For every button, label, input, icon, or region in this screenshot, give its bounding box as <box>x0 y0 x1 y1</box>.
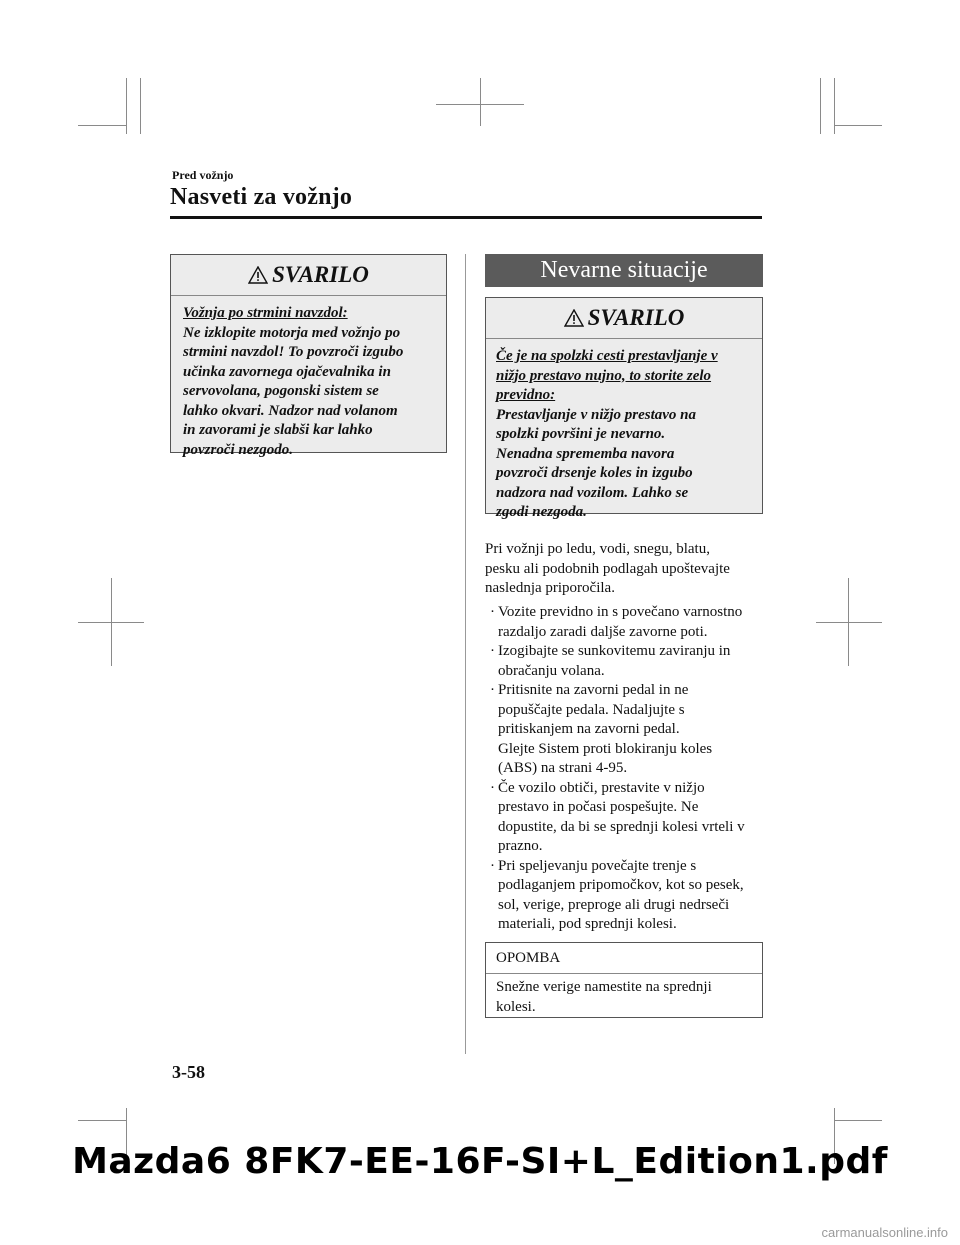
bullet-icon: · <box>490 857 495 874</box>
crop-mark <box>78 1120 126 1121</box>
list-item <box>488 779 768 857</box>
list-line: obračanju volana. <box>498 662 605 679</box>
warning-heading: Če je na spolzki cesti prestavljanje v <box>496 348 718 364</box>
warning-header <box>171 255 446 296</box>
warning-box-left <box>170 254 447 458</box>
crop-mark <box>834 1120 882 1121</box>
intro-paragraph <box>485 540 770 599</box>
list-item <box>488 642 768 681</box>
crop-mark <box>816 622 882 623</box>
warning-line: učinka zavornega ojačevalnika in <box>183 363 391 380</box>
warning-heading: previdno: <box>496 387 556 403</box>
crop-mark <box>140 78 141 134</box>
warning-body <box>171 296 446 460</box>
list-line: prazno. <box>498 838 543 854</box>
warning-triangle-icon <box>248 266 268 284</box>
warning-box-right <box>485 297 763 520</box>
list-line: pritiskanjem na zavorni pedal. <box>498 721 680 737</box>
list-line: Če vozilo obtiči, prestavite v nižjo <box>498 779 705 796</box>
warning-line: nadzora nad vozilom. Lahko se <box>496 484 689 501</box>
watermark: carmanualsonline.info <box>821 1225 948 1240</box>
warning-heading: Vožnja po strmini navzdol: <box>183 305 348 321</box>
paragraph-line: pesku ali podobnih podlagah upoštevajte <box>485 560 730 577</box>
warning-label: SVARILO <box>587 305 685 330</box>
list-line: podlaganjem pripomočkov, kot so pesek, <box>498 877 744 893</box>
note-box <box>485 942 763 1018</box>
warning-label: SVARILO <box>272 262 369 287</box>
bullet-icon: · <box>490 604 495 620</box>
warning-line: strmini navzdol! To povzroči izgubo <box>183 344 404 360</box>
crop-mark <box>834 125 882 126</box>
warning-line: povzroči drsenje koles in izgubo <box>496 465 693 481</box>
warning-line: Prestavljanje v nižjo prestavo na <box>496 406 696 423</box>
warning-line: spolzki površini je nevarno. <box>496 426 666 442</box>
crop-mark <box>820 78 821 134</box>
warning-line: Nenadna sprememba navora <box>496 445 675 462</box>
page-title: Nasveti za vožnjo <box>170 184 353 210</box>
list-line: Pritisnite na zavorni pedal in ne <box>498 682 689 698</box>
paragraph-line: Pri vožnji po ledu, vodi, snegu, blatu, <box>485 541 710 557</box>
list-line: Izogibajte se sunkovitemu zaviranju in <box>498 643 731 659</box>
list-line: (ABS) na strani 4-95. <box>498 760 628 776</box>
list-line: Pri speljevanju povečajte trenje s <box>498 857 697 874</box>
list-line: dopustite, da bi se sprednji kolesi vrteli v <box>498 818 745 835</box>
warning-line: servovolana, pogonski sistem se <box>183 383 379 399</box>
note-line: Snežne verige namestite na sprednji <box>496 979 712 995</box>
warning-header <box>486 298 762 339</box>
bullet-icon: · <box>490 779 495 796</box>
crop-mark <box>126 78 127 134</box>
list-line: Vozite previdno in s povečano varnostno <box>498 604 743 620</box>
footer-filename: Mazda6 8FK7-EE-16F-SI+L_Edition1.pdf <box>72 1141 888 1182</box>
warning-triangle-icon <box>564 309 584 327</box>
column-divider <box>465 254 466 1054</box>
list-line: materiali, pod sprednji kolesi. <box>498 916 677 932</box>
note-line: kolesi. <box>496 998 536 1015</box>
warning-line: zgodi nezgoda. <box>496 504 587 520</box>
warning-line: povzroči nezgodo. <box>183 441 293 458</box>
list-line: popuščajte pedala. Nadaljujte s <box>498 701 685 718</box>
note-body <box>486 974 762 1017</box>
crop-mark <box>436 104 524 105</box>
warning-line: lahko okvari. Nadzor nad volanom <box>183 402 398 419</box>
paragraph-line: naslednja priporočila. <box>485 580 615 596</box>
note-label: OPOMBA <box>486 943 762 974</box>
section-label: Pred vožnjo <box>172 168 234 182</box>
list-line: prestavo in počasi pospešujte. Ne <box>498 799 699 815</box>
list-item <box>488 857 768 935</box>
section-heading: Nevarne situacije <box>485 254 763 287</box>
warning-line: Ne izklopite motorja med vožnjo po <box>183 324 401 341</box>
list-line: sol, verige, preproge ali drugi nedrseči <box>498 896 730 913</box>
warning-heading: nižjo prestavo nujno, to storite zelo <box>496 367 712 384</box>
bullet-icon: · <box>490 643 495 659</box>
list-item <box>488 603 768 642</box>
bullet-icon: · <box>490 682 495 698</box>
list-item <box>488 681 768 779</box>
crop-mark <box>78 622 144 623</box>
crop-mark <box>480 78 481 126</box>
warning-line: in zavorami je slabši kar lahko <box>183 422 373 438</box>
warning-body <box>486 339 762 523</box>
recommendation-list <box>488 603 768 935</box>
title-rule <box>170 216 762 219</box>
page-number: 3-58 <box>172 1062 205 1082</box>
list-line: Glejte Sistem proti blokiranju koles <box>498 740 713 757</box>
list-line: razdaljo zaradi daljše zavorne poti. <box>498 623 708 640</box>
crop-mark <box>78 125 126 126</box>
